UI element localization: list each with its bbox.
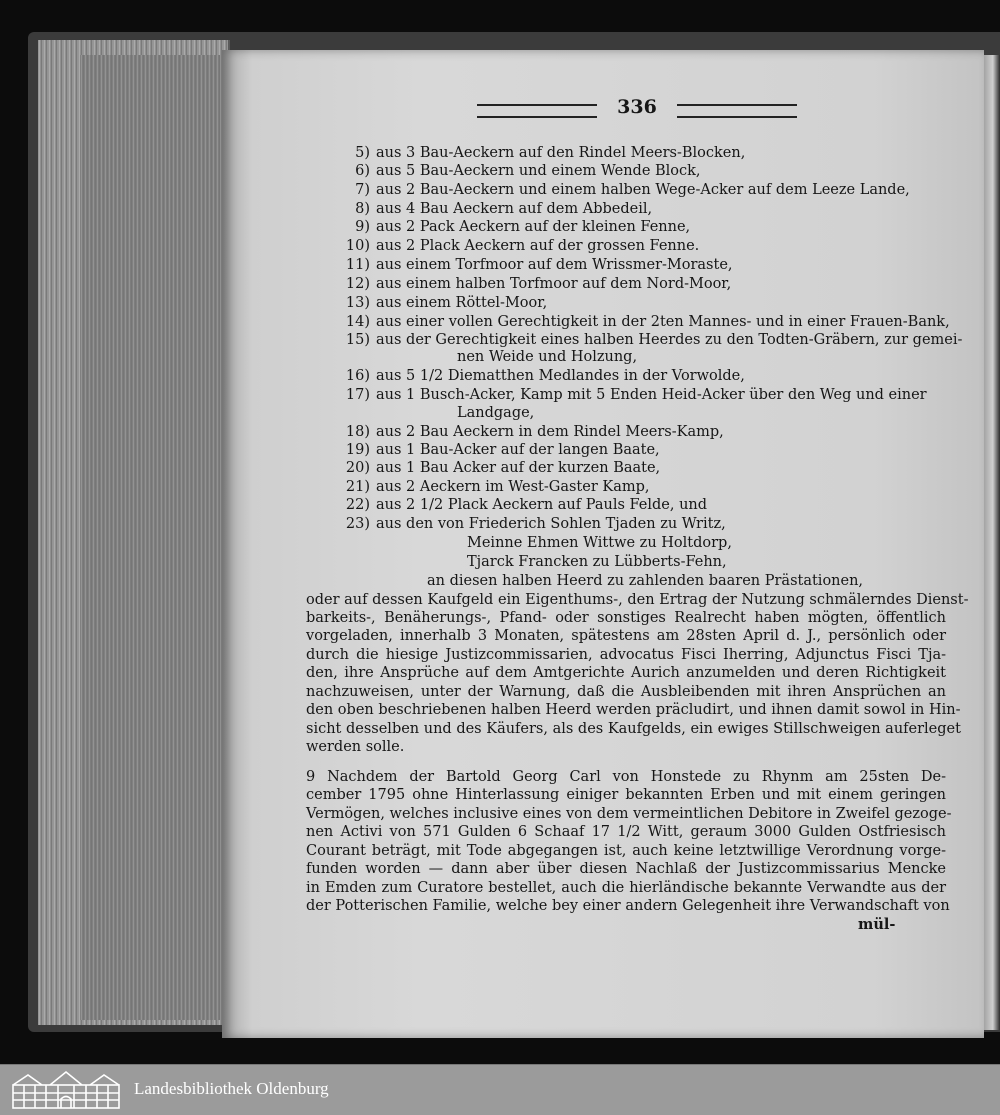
- page-number: 336: [617, 96, 657, 118]
- list-item: 12) aus einem halben Torfmoor auf dem Nord-Moor,: [345, 276, 732, 292]
- list-item: 22) aus 2 1/2 Plack Aeckern auf Pauls Felde, und: [345, 497, 708, 513]
- paragraph-line: funden worden — dann aber über diesen Nachlaß der Justizcommissarius Mencke: [306, 861, 946, 877]
- page-edges-right: [982, 55, 1000, 1030]
- library-name: Landesbibliothek Oldenburg: [134, 1079, 329, 1098]
- paragraph-line: 9 Nachdem der Bartold Georg Carl von Honstede zu Rhynm am 25sten De-: [306, 769, 946, 785]
- page-edges-inner: [80, 55, 220, 1020]
- list-item: 21) aus 2 Aeckern im West-Gaster Kamp,: [345, 479, 650, 495]
- catchword: mül-: [858, 916, 896, 933]
- paragraph-line: oder auf dessen Kaufgeld ein Eigenthums-, den Ertrag der Nutzung schmälerndes Dienst-: [306, 592, 969, 608]
- list-item: 15) aus der Gerechtigkeit eines halben Heerdes zu den Todten-Gräbern, zur gemei-: [345, 332, 963, 348]
- book-page: [222, 50, 984, 1038]
- name-line: Meinne Ehmen Wittwe zu Holtdorp,: [467, 535, 732, 551]
- paragraph-line: nen Activi von 571 Gulden 6 Schaaf 17 1/2 Witt, geraum 3000 Gulden Ostfriesisch: [306, 824, 946, 840]
- paragraph-line: den, ihre Ansprüche auf dem Amtgerichte Aurich anzumelden und deren Richtigkeit: [306, 665, 946, 681]
- paragraph-line: werden solle.: [306, 739, 405, 755]
- list-item: 23) aus den von Friederich Sohlen Tjaden zu Writz,: [345, 516, 726, 532]
- list-item: 10) aus 2 Plack Aeckern auf der grossen Fenne.: [345, 238, 700, 254]
- list-item: 20) aus 1 Bau Acker auf der kurzen Baate,: [345, 460, 661, 476]
- paragraph-line: in Emden zum Curatore bestellet, auch die hierländische bekannte Verwandte aus der: [306, 880, 946, 896]
- paragraph-line: barkeits-, Benäherungs-, Pfand- oder sonstiges Realrecht haben mögten, öffentlich: [306, 610, 946, 626]
- paragraph-line: vorgeladen, innerhalb 3 Monaten, spätestens am 28sten April d. J., persönlich oder: [306, 628, 946, 644]
- intro-line: an diesen halben Heerd zu zahlenden baaren Prästationen,: [427, 573, 864, 589]
- paragraph-line: durch die hiesige Justizcommissarien, advocatus Fisci Iherring, Adjunctus Fisci Tja-: [306, 647, 946, 663]
- list-item: 16) aus 5 1/2 Diematthen Medlandes in der Vorwolde,: [345, 368, 745, 384]
- header-rule-left: [477, 104, 597, 118]
- list-item: 18) aus 2 Bau Aeckern in dem Rindel Meers-Kamp,: [345, 424, 724, 440]
- list-item-continuation: Landgage,: [457, 405, 535, 421]
- paragraph-line: den oben beschriebenen halben Heerd werden präcludirt, und ihnen damit sowol in Hin-: [306, 702, 961, 718]
- list-item-continuation: nen Weide und Holzung,: [457, 349, 638, 365]
- paragraph-line: nachzuweisen, unter der Warnung, daß die Ausbleibenden mit ihren Ansprüchen an: [306, 684, 946, 700]
- list-item: 14) aus einer vollen Gerechtigkeit in der 2ten Mannes- und in einer Frauen-Bank,: [345, 314, 950, 330]
- list-item: 11) aus einem Torfmoor auf dem Wrissmer-Moraste,: [345, 257, 733, 273]
- footer-bar: [0, 1064, 1000, 1115]
- list-item: 5) aus 3 Bau-Aeckern auf den Rindel Meers-Blocken,: [355, 145, 746, 161]
- paragraph-line: Courant beträgt, mit Tode abgegangen ist, auch keine letztwillige Verordnung vorge-: [306, 843, 946, 859]
- paragraph-line: cember 1795 ohne Hinterlassung einiger bekannten Erben und mit einem geringen: [306, 787, 946, 803]
- list-item: 8) aus 4 Bau Aeckern auf dem Abbedeil,: [355, 201, 653, 217]
- paragraph-line: der Potterischen Familie, welche bey einer andern Gelegenheit ihre Verwandschaft von: [306, 898, 950, 914]
- paragraph-line: sicht desselben und des Käufers, als des Kaufgelds, ein ewiges Stillschweigen auferleget: [306, 721, 961, 737]
- name-line: Tjarck Francken zu Lübberts-Fehn,: [467, 554, 727, 570]
- list-item: 17) aus 1 Busch-Acker, Kamp mit 5 Enden Heid-Acker über den Weg und einer: [345, 387, 927, 403]
- list-item: 7) aus 2 Bau-Aeckern und einem halben Wege-Acker auf dem Leeze Lande,: [355, 182, 910, 198]
- list-item: 19) aus 1 Bau-Acker auf der langen Baate,: [345, 442, 660, 458]
- list-item: 9) aus 2 Pack Aeckern auf der kleinen Fenne,: [355, 219, 691, 235]
- library-building-icon: [10, 1069, 122, 1111]
- header-rule-right: [677, 104, 797, 118]
- list-item: 13) aus einem Röttel-Moor,: [345, 295, 548, 311]
- list-item: 6) aus 5 Bau-Aeckern und einem Wende Block,: [355, 163, 701, 179]
- page-header: [477, 96, 797, 122]
- paragraph-line: Vermögen, welches inclusive eines von dem vermeintlichen Debitore in Zweifel gezoge-: [306, 806, 952, 822]
